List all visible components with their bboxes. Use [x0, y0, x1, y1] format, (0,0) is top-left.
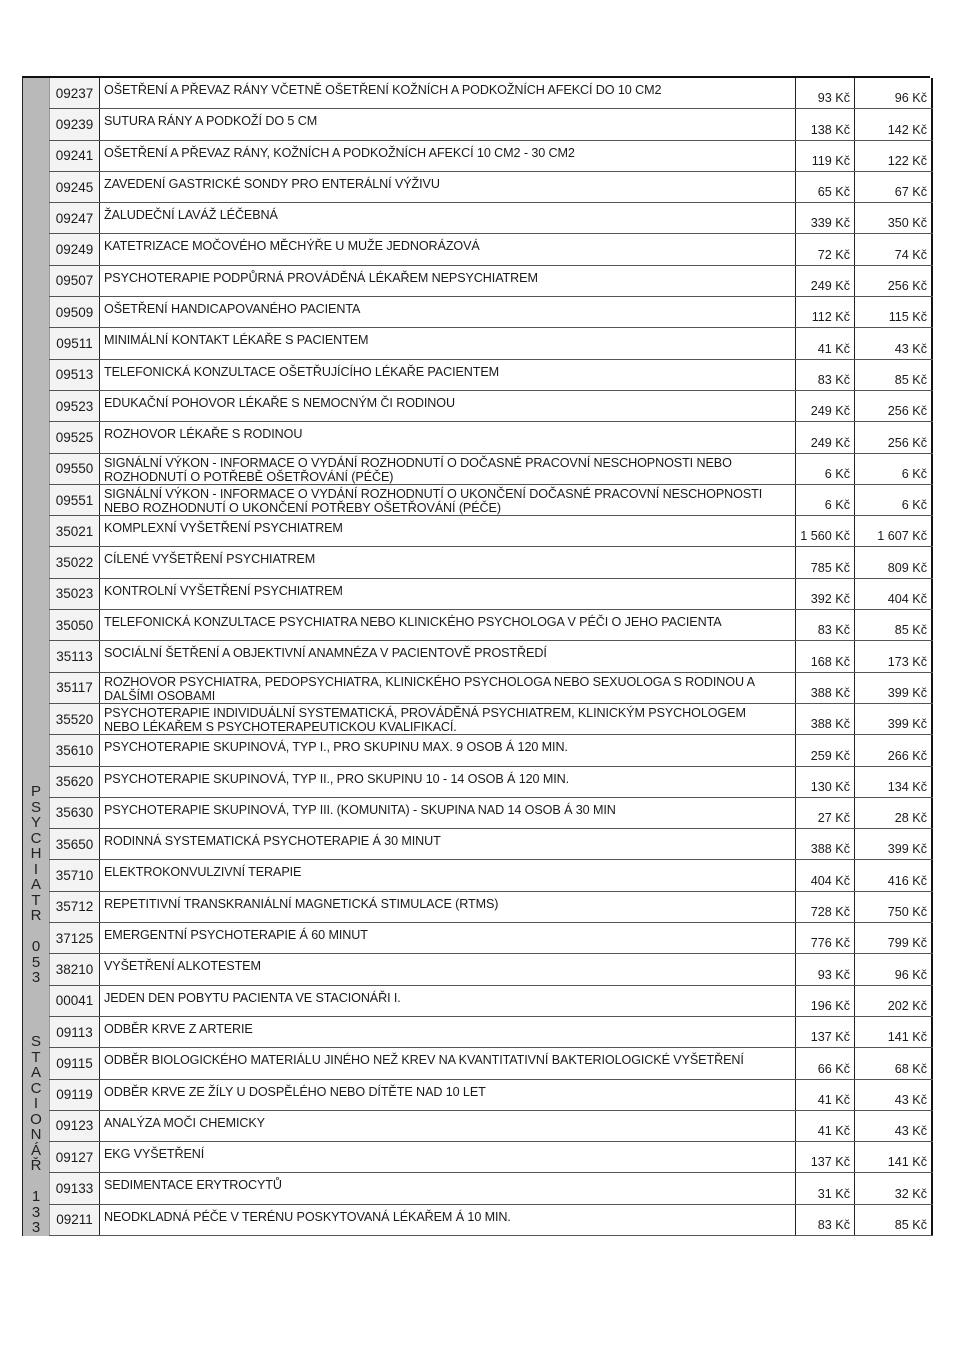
procedure-name: [100, 454, 796, 484]
procedure-code: 09509: [49, 297, 100, 327]
table-row: [49, 109, 933, 140]
price-new: 28 Kč: [855, 798, 933, 828]
table-section: [22, 986, 930, 1236]
price-old: 196 Kč: [796, 986, 855, 1016]
price-old: 27 Kč: [796, 798, 855, 828]
table-row: [49, 798, 933, 829]
side-label-letter: O: [30, 1110, 42, 1128]
price-new: 416 Kč: [855, 860, 933, 890]
procedure-name: [100, 641, 796, 671]
procedure-name: [100, 1048, 796, 1078]
side-label-letter: 3: [31, 1219, 41, 1237]
side-label-letter: T: [31, 1048, 41, 1066]
procedure-name-line: RODINNÁ SYSTEMATICKÁ PSYCHOTERAPIE Á 30 MINUT: [104, 834, 441, 849]
procedure-name-line: EKG VYŠETŘENÍ: [104, 1147, 205, 1162]
procedure-name-line: EMERGENTNÍ PSYCHOTERAPIE Á 60 MINUT: [104, 928, 368, 943]
procedure-name-line: ODBĚR KRVE Z ARTERIE: [104, 1021, 253, 1036]
procedure-name-line: SEDIMENTACE ERYTROCYTŮ: [104, 1178, 282, 1193]
procedure-name: [100, 610, 796, 640]
side-label-letter: H: [30, 845, 42, 863]
procedure-code: 09241: [49, 141, 100, 171]
table-section: [22, 76, 930, 986]
procedure-code: 35023: [49, 579, 100, 609]
procedure-name-line: ANALÝZA MOČI CHEMICKY: [104, 1115, 265, 1130]
price-old: 249 Kč: [796, 422, 855, 452]
price-new: 809 Kč: [855, 547, 933, 577]
price-new: 266 Kč: [855, 735, 933, 765]
price-new: 74 Kč: [855, 234, 933, 264]
procedure-name: [100, 78, 796, 108]
price-new: 85 Kč: [855, 1205, 933, 1235]
procedure-code: 09523: [49, 391, 100, 421]
price-new: 1 607 Kč: [855, 516, 933, 546]
price-old: 41 Kč: [796, 1080, 855, 1110]
side-label-letter: I: [33, 1095, 39, 1113]
procedure-code: 09123: [49, 1111, 100, 1141]
table-row: [49, 234, 933, 265]
procedure-name: [100, 141, 796, 171]
procedure-name: [100, 328, 796, 358]
procedure-name: [100, 297, 796, 327]
procedure-name: [100, 547, 796, 577]
price-new: 256 Kč: [855, 391, 933, 421]
price-old: 72 Kč: [796, 234, 855, 264]
procedure-name: [100, 1017, 796, 1047]
table-row: [49, 1048, 933, 1079]
procedure-name-line: TELEFONICKÁ KONZULTACE OŠETŘUJÍCÍHO LÉKAŘE PACIENTEM: [104, 364, 500, 379]
procedure-code: 35710: [49, 860, 100, 890]
side-label-letter: P: [30, 783, 41, 801]
price-old: 392 Kč: [796, 579, 855, 609]
price-old: 404 Kč: [796, 860, 855, 890]
procedure-name-line: TELEFONICKÁ KONZULTACE PSYCHIATRA NEBO KLINICKÉHO PSYCHOLOGA V PÉČI O JEHO PACIENTA: [104, 615, 722, 630]
side-label-letter: [34, 924, 38, 940]
procedure-name-line: PSYCHOTERAPIE SKUPINOVÁ, TYP I., PRO SKUPINU MAX. 9 OSOB Á 120 MIN.: [104, 740, 568, 755]
procedure-name: [100, 673, 796, 703]
table-row: [49, 328, 933, 359]
procedure-name-line: OŠETŘENÍ A PŘEVAZ RÁNY VČETNĚ OŠETŘENÍ KOŽNÍCH A PODKOŽNÍCH AFEKCÍ DO 10 CM2: [104, 83, 662, 97]
price-old: 785 Kč: [796, 547, 855, 577]
table-row: [49, 1173, 933, 1204]
procedure-name: [100, 422, 796, 452]
price-new: 85 Kč: [855, 610, 933, 640]
procedure-name: [100, 516, 796, 546]
price-new: 85 Kč: [855, 360, 933, 390]
procedure-name-line: SOCIÁLNÍ ŠETŘENÍ A OBJEKTIVNÍ ANAMNÉZA V PACIENTOVĚ PROSTŘEDÍ: [104, 646, 547, 661]
price-new: 256 Kč: [855, 266, 933, 296]
table-row: [49, 297, 933, 328]
procedure-code: 38210: [49, 954, 100, 984]
price-old: 41 Kč: [796, 1111, 855, 1141]
table-row: [49, 1142, 933, 1173]
side-label-letter: A: [30, 876, 41, 894]
table-row: [49, 610, 933, 641]
table-row: [49, 892, 933, 923]
table-row: [49, 704, 933, 735]
side-label-letter: S: [30, 1033, 41, 1051]
side-label-letter: 3: [31, 969, 41, 987]
price-old: 388 Kč: [796, 673, 855, 703]
procedure-name-line: PSYCHOTERAPIE SKUPINOVÁ, TYP II., PRO SKUPINU 10 - 14 OSOB Á 120 MIN.: [104, 771, 570, 786]
price-old: 249 Kč: [796, 391, 855, 421]
price-new: 43 Kč: [855, 328, 933, 358]
procedure-code: 09239: [49, 109, 100, 139]
table-row: [49, 579, 933, 610]
procedure-code: 35050: [49, 610, 100, 640]
procedure-code: 09245: [49, 172, 100, 202]
price-new: 142 Kč: [855, 109, 933, 139]
price-new: 399 Kč: [855, 829, 933, 859]
procedure-name-line: ZAVEDENÍ GASTRICKÉ SONDY PRO ENTERÁLNÍ VÝŽIVU: [104, 176, 440, 191]
price-old: 93 Kč: [796, 78, 855, 108]
table-row: [49, 1205, 933, 1236]
side-label-letter: C: [30, 1079, 42, 1097]
procedure-name: [100, 1080, 796, 1110]
table-row: [49, 735, 933, 766]
table-row: [49, 516, 933, 547]
procedure-name-line: OŠETŘENÍ HANDICAPOVANÉHO PACIENTA: [104, 302, 361, 317]
table-row: [49, 986, 933, 1017]
procedure-code: 09115: [49, 1048, 100, 1078]
procedure-name-line: CÍLENÉ VYŠETŘENÍ PSYCHIATREM: [104, 552, 316, 567]
price-old: 259 Kč: [796, 735, 855, 765]
table-row: [49, 141, 933, 172]
procedure-name-line: REPETITIVNÍ TRANSKRANIÁLNÍ MAGNETICKÁ STIMULACE (RTMS): [104, 896, 499, 911]
side-label-letter: I: [33, 860, 39, 878]
side-label-letter: 3: [31, 1203, 41, 1221]
procedure-name: [100, 735, 796, 765]
table-row: [49, 454, 933, 485]
procedure-name-line: NEBO ROZHODNUTÍ O UKONČENÍ POTŘEBY OŠETŘOVÁNÍ (PÉČE): [104, 500, 501, 515]
procedure-code: 09247: [49, 203, 100, 233]
price-old: 31 Kč: [796, 1173, 855, 1203]
procedure-code: 09525: [49, 422, 100, 452]
procedure-name: [100, 1142, 796, 1172]
procedure-code: 09550: [49, 454, 100, 484]
price-new: 68 Kč: [855, 1048, 933, 1078]
procedure-name: [100, 986, 796, 1016]
price-new: 399 Kč: [855, 704, 933, 734]
procedure-name-line: ROZHOVOR LÉKAŘE S RODINOU: [104, 427, 303, 442]
procedure-name-line: JEDEN DEN POBYTU PACIENTA VE STACIONÁŘI I.: [104, 990, 401, 1005]
procedure-code: 09249: [49, 234, 100, 264]
price-old: 776 Kč: [796, 923, 855, 953]
procedure-name: [100, 1173, 796, 1203]
procedure-name-line: KOMPLEXNÍ VYŠETŘENÍ PSYCHIATREM: [104, 521, 343, 536]
table-row: [49, 547, 933, 578]
price-new: 404 Kč: [855, 579, 933, 609]
procedure-code: 35712: [49, 892, 100, 922]
procedure-code: 09507: [49, 266, 100, 296]
procedure-name-line: DALŠÍMI OSOBAMI: [104, 688, 216, 703]
procedure-code: 09133: [49, 1173, 100, 1203]
table-row: [49, 860, 933, 891]
price-old: 728 Kč: [796, 892, 855, 922]
procedure-name: [100, 109, 796, 139]
procedure-name: [100, 923, 796, 953]
procedure-name-line: ELEKTROKONVULZIVNÍ TERAPIE: [104, 865, 302, 880]
section-side-label: [23, 78, 49, 986]
side-label-letter: T: [31, 891, 41, 909]
procedure-code: 35021: [49, 516, 100, 546]
table-row: [49, 954, 933, 985]
price-old: 130 Kč: [796, 767, 855, 797]
procedure-name: [100, 485, 796, 515]
procedure-code: 09513: [49, 360, 100, 390]
price-old: 339 Kč: [796, 203, 855, 233]
procedure-name: [100, 954, 796, 984]
procedure-name-line: MINIMÁLNÍ KONTAKT LÉKAŘE S PACIENTEM: [104, 333, 369, 348]
price-new: 122 Kč: [855, 141, 933, 171]
price-old: 41 Kč: [796, 328, 855, 358]
price-old: 83 Kč: [796, 610, 855, 640]
price-new: 32 Kč: [855, 1173, 933, 1203]
side-label-letter: 0: [31, 938, 41, 956]
procedure-name: [100, 704, 796, 734]
procedure-name: [100, 892, 796, 922]
procedure-name-line: KONTROLNÍ VYŠETŘENÍ PSYCHIATREM: [104, 583, 343, 598]
price-new: 173 Kč: [855, 641, 933, 671]
procedure-name-line: ODBĚR BIOLOGICKÉHO MATERIÁLU JINÉHO NEŽ KREV NA KVANTITATIVNÍ BAKTERIOLOGICKÉ VYŠETŘENÍ: [104, 1053, 744, 1068]
side-label-letter: Y: [30, 814, 41, 832]
table-row: [49, 172, 933, 203]
price-old: 93 Kč: [796, 954, 855, 984]
price-old: 388 Kč: [796, 829, 855, 859]
procedure-name: [100, 360, 796, 390]
price-new: 115 Kč: [855, 297, 933, 327]
side-label-letter: [34, 1174, 38, 1190]
procedure-code: 09211: [49, 1205, 100, 1235]
price-old: 83 Kč: [796, 1205, 855, 1235]
procedure-code: 09237: [49, 78, 100, 108]
procedure-name-line: OŠETŘENÍ A PŘEVAZ RÁNY, KOŽNÍCH A PODKOŽNÍCH AFEKCÍ 10 CM2 - 30 CM2: [104, 145, 575, 160]
table-row: [49, 78, 933, 109]
section-side-label: [23, 986, 49, 1236]
procedure-code: 09113: [49, 1017, 100, 1047]
procedure-name-line: ODBĚR KRVE ZE ŽÍLY U DOSPĚLÉHO NEBO DÍTĚTE NAD 10 LET: [104, 1084, 486, 1099]
procedure-code: 09551: [49, 485, 100, 515]
price-old: 6 Kč: [796, 454, 855, 484]
price-old: 138 Kč: [796, 109, 855, 139]
procedure-name: [100, 391, 796, 421]
table-row: [49, 422, 933, 453]
table-row: [49, 641, 933, 672]
procedure-name-line: PSYCHOTERAPIE SKUPINOVÁ, TYP III. (KOMUNITA) - SKUPINA NAD 14 OSOB Á 30 MIN: [104, 802, 616, 817]
side-label-letter: S: [30, 798, 41, 816]
table-row: [49, 266, 933, 297]
procedure-name: [100, 172, 796, 202]
procedure-name: [100, 203, 796, 233]
table-row: [49, 1080, 933, 1111]
price-table: [22, 76, 930, 1236]
procedure-name: [100, 1205, 796, 1235]
price-new: 96 Kč: [855, 78, 933, 108]
procedure-name: [100, 1111, 796, 1141]
side-label-letter: Á: [30, 1141, 41, 1159]
procedure-code: 35113: [49, 641, 100, 671]
price-new: 202 Kč: [855, 986, 933, 1016]
side-label-letter: 1: [31, 1188, 41, 1206]
side-label-letter: C: [30, 829, 42, 847]
price-new: 134 Kč: [855, 767, 933, 797]
table-row: [49, 923, 933, 954]
table-row: [49, 1017, 933, 1048]
price-new: 6 Kč: [855, 485, 933, 515]
table-row: [49, 485, 933, 516]
procedure-name: [100, 234, 796, 264]
price-new: 43 Kč: [855, 1080, 933, 1110]
procedure-code: 35117: [49, 673, 100, 703]
price-new: 399 Kč: [855, 673, 933, 703]
procedure-code: 35620: [49, 767, 100, 797]
procedure-name-line: SUTURA RÁNY A PODKOŽÍ DO 5 CM: [104, 114, 318, 129]
price-old: 119 Kč: [796, 141, 855, 171]
side-label-letter: Ř: [30, 1157, 42, 1175]
side-label-letter: R: [30, 907, 42, 925]
table-row: [49, 767, 933, 798]
side-label-letter: A: [30, 1064, 41, 1082]
procedure-code: 09511: [49, 328, 100, 358]
price-new: 6 Kč: [855, 454, 933, 484]
procedure-code: 00041: [49, 986, 100, 1016]
procedure-name: [100, 798, 796, 828]
price-new: 141 Kč: [855, 1142, 933, 1172]
table-row: [49, 391, 933, 422]
procedure-name-line: NEBO LÉKAŘEM S PSYCHOTERAPEUTICKOU KVALIFIKACÍ.: [104, 719, 457, 734]
procedure-code: 35610: [49, 735, 100, 765]
price-old: 249 Kč: [796, 266, 855, 296]
price-old: 6 Kč: [796, 485, 855, 515]
table-row: [49, 829, 933, 860]
procedure-name: [100, 266, 796, 296]
procedure-name-line: SIGNÁLNÍ VÝKON - INFORMACE O VYDÁNÍ ROZHODNUTÍ O UKONČENÍ DOČASNÉ PRACOVNÍ NESCHOPNOSTI: [104, 486, 763, 501]
side-label-letter: 5: [31, 953, 41, 971]
procedure-name-line: NEODKLADNÁ PÉČE V TERÉNU POSKYTOVANÁ LÉKAŘEM Á 10 MIN.: [104, 1209, 511, 1224]
procedure-name-line: EDUKAČNÍ POHOVOR LÉKAŘE S NEMOCNÝM ČI RODINOU: [104, 395, 455, 410]
price-new: 750 Kč: [855, 892, 933, 922]
procedure-name-line: ŽALUDEČNÍ LAVÁŽ LÉČEBNÁ: [104, 208, 278, 223]
procedure-code: 35650: [49, 829, 100, 859]
price-old: 388 Kč: [796, 704, 855, 734]
procedure-name-line: ROZHOVOR PSYCHIATRA, PEDOPSYCHIATRA, KLINICKÉHO PSYCHOLOGA NEBO SEXUOLOGA S RODINOU A: [104, 674, 755, 689]
procedure-name-line: VYŠETŘENÍ ALKOTESTEM: [104, 959, 261, 974]
procedure-code: 35022: [49, 547, 100, 577]
procedure-name: [100, 829, 796, 859]
price-old: 137 Kč: [796, 1142, 855, 1172]
procedure-name-line: ROZHODNUTÍ O POTŘEBĚ OŠETŘOVÁNÍ (PÉČE): [104, 469, 394, 484]
price-new: 67 Kč: [855, 172, 933, 202]
price-old: 168 Kč: [796, 641, 855, 671]
price-old: 66 Kč: [796, 1048, 855, 1078]
procedure-code: 09119: [49, 1080, 100, 1110]
price-new: 43 Kč: [855, 1111, 933, 1141]
table-row: [49, 673, 933, 704]
table-row: [49, 360, 933, 391]
procedure-name: [100, 860, 796, 890]
procedure-name-line: PSYCHOTERAPIE INDIVIDUÁLNÍ SYSTEMATICKÁ, PROVÁDĚNÁ PSYCHIATREM, KLINICKÝM PSYCHOLOGEM: [104, 705, 746, 720]
price-new: 799 Kč: [855, 923, 933, 953]
procedure-code: 35630: [49, 798, 100, 828]
procedure-name: [100, 579, 796, 609]
price-old: 65 Kč: [796, 172, 855, 202]
procedure-name: [100, 767, 796, 797]
table-row: [49, 203, 933, 234]
procedure-name-line: PSYCHOTERAPIE PODPŮRNÁ PROVÁDĚNÁ LÉKAŘEM NEPSYCHIATREM: [104, 270, 538, 285]
price-old: 137 Kč: [796, 1017, 855, 1047]
price-old: 112 Kč: [796, 297, 855, 327]
side-label-letter: N: [30, 1126, 42, 1144]
price-new: 96 Kč: [855, 954, 933, 984]
procedure-name-line: SIGNÁLNÍ VÝKON - INFORMACE O VYDÁNÍ ROZHODNUTÍ O DOČASNÉ PRACOVNÍ NESCHOPNOSTI NEBO: [104, 455, 732, 470]
price-new: 256 Kč: [855, 422, 933, 452]
procedure-code: 37125: [49, 923, 100, 953]
procedure-code: 09127: [49, 1142, 100, 1172]
price-old: 83 Kč: [796, 360, 855, 390]
price-new: 350 Kč: [855, 203, 933, 233]
price-old: 1 560 Kč: [796, 516, 855, 546]
price-new: 141 Kč: [855, 1017, 933, 1047]
procedure-name-line: KATETRIZACE MOČOVÉHO MĚCHÝŘE U MUŽE JEDNORÁZOVÁ: [104, 239, 480, 254]
table-row: [49, 1111, 933, 1142]
procedure-code: 35520: [49, 704, 100, 734]
